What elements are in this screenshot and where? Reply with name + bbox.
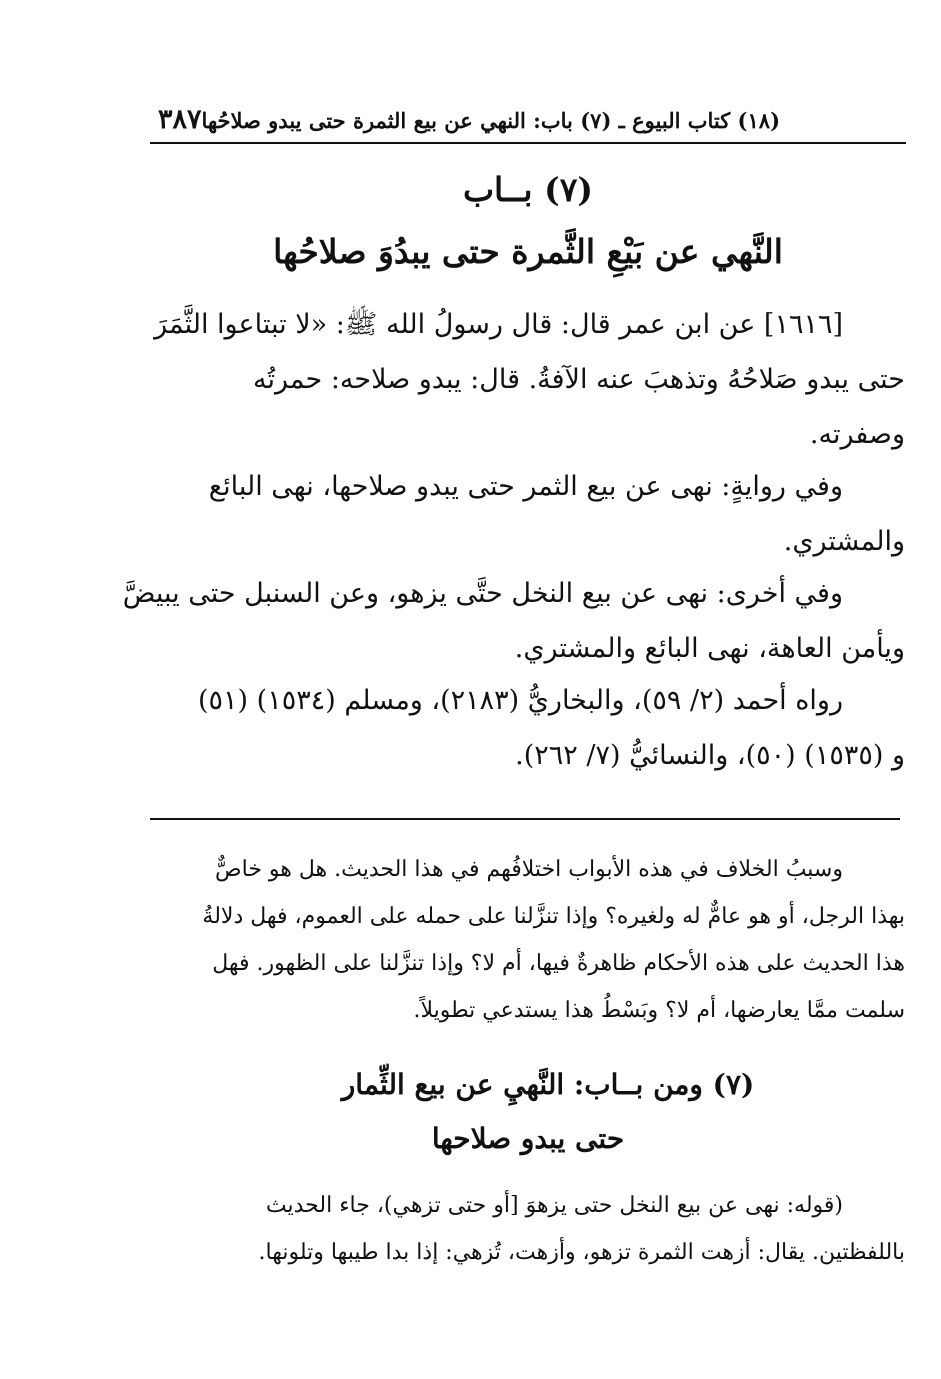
commentary-explanation (150, 1182, 905, 1276)
running-title: (١٨) كتاب البيوع ـ (٧) باب: النهي عن بيع الثمرة حتى يبدو صلاحُها (201, 108, 780, 133)
running-header (150, 98, 906, 144)
text-line: هذا الحديث على هذه الأحكام ظاهرةٌ فيها، أم لا؟ وإذا تنزَّلنا على الظهور. فهل (212, 951, 905, 976)
text-line: وصفرته. (809, 419, 905, 450)
text-line: ويأمن العاهة، نهى البائع والمشتري. (514, 633, 905, 664)
header-rule (150, 142, 906, 144)
page-number: ٣٨٧ (158, 104, 202, 135)
text-line: سلمت ممَّا يعارضها، أم لا؟ وبَسْطُ هذا يستدعي تطويلاً. (413, 998, 905, 1023)
riwaya-text (150, 459, 905, 569)
takhrij-text (150, 673, 905, 783)
text-line: (قوله: نهى عن بيع النخل حتى يزهوَ [أو حتى تزهي)، جاء الحديث (265, 1193, 843, 1218)
text-line: وسببُ الخلاف في هذه الأبواب اختلافُهم في هذا الحديث. هل هو خاصٌّ (215, 857, 843, 882)
hadith-text (150, 297, 905, 462)
text-line: باللفظتين. يقال: أزهت الثمرة تزهو، وأزهت، تُزهي: إذا بدا طيبها وتلونها. (258, 1240, 905, 1265)
text-line: حتى يبدو صَلاحُهُ وتذهبَ عنه الآفةُ. قال: يبدو صلاحه: حمرتُه (253, 364, 905, 395)
text-line: و (١٥٣٥) (٥٠)، والنسائيُّ (٧/ ٢٦٢). (515, 740, 905, 771)
text-line: [١٦١٦] عن ابن عمر قال: قال رسولُ الله ﷺ: «لا تبتاعوا الثَّمَرَ (154, 309, 843, 340)
commentary-separator (150, 818, 900, 820)
ukhra-text (122, 566, 905, 676)
text-line: والمشتري. (783, 526, 905, 557)
text-line: بهذا الرجل، أو هو عامٌّ له ولغيره؟ وإذا تنزَّلنا على حمله على العموم، فهل دلالةُ (202, 904, 905, 929)
commentary-sub-heading-continued: حتى يبدو صلاحها (431, 1122, 625, 1155)
commentary-sub-heading: (٧) ومن بــاب: النَّهيِ عن بيع الثِّمار (341, 1068, 755, 1101)
chapter-title: النَّهي عن بَيْعِ الثَّمرة حتى يبدُوَ صلاحُها (273, 232, 783, 271)
text-line: وفي أخرى: نهى عن بيع النخل حتَّى يزهو، وعن السنبل حتى يبيضَّ (122, 578, 843, 609)
text-line: رواه أحمد (٢/ ٥٩)، والبخاريُّ (٢١٨٣)، ومسلم (١٥٣٤) (٥١) (197, 685, 843, 716)
commentary-paragraph (150, 846, 905, 1034)
text-line: وفي روايةٍ: نهى عن بيع الثمر حتى يبدو صلاحها، نهى البائع (208, 471, 843, 502)
chapter-number-heading: (٧) بــاب (462, 170, 594, 209)
